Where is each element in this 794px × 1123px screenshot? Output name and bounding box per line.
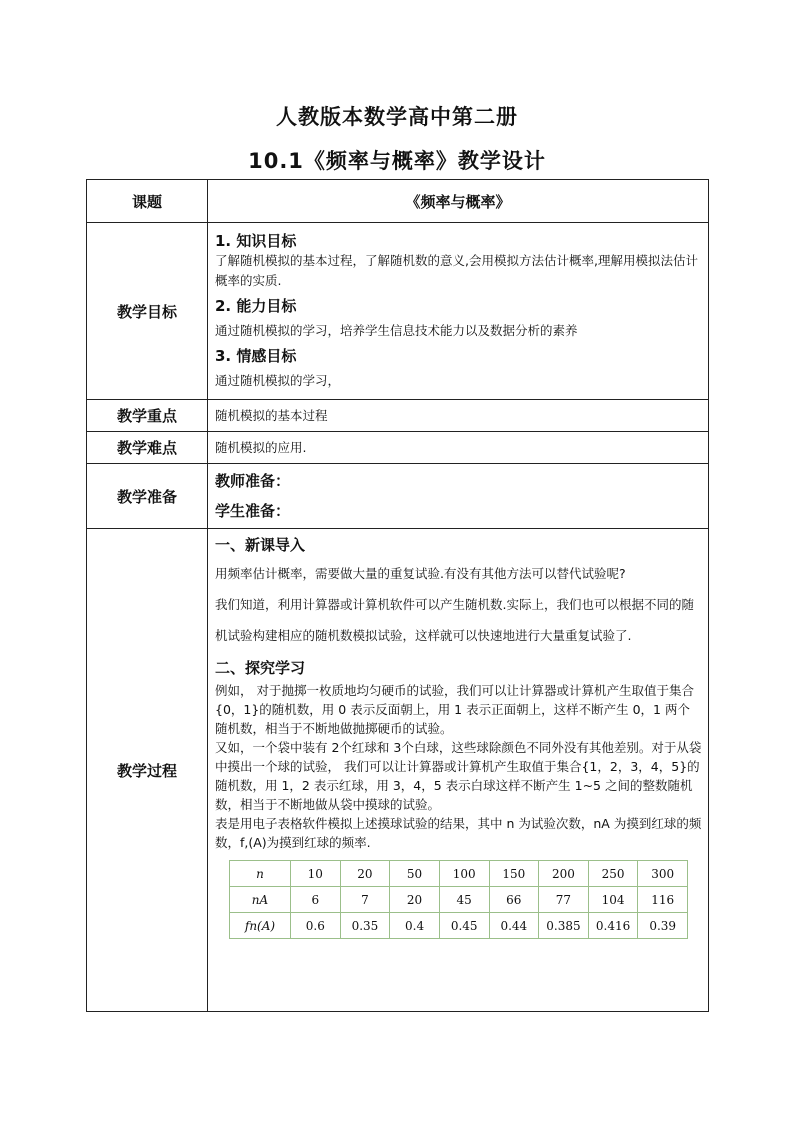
value-difficulty: 随机模拟的应用. xyxy=(208,432,709,464)
freq-cell: n xyxy=(230,861,291,887)
freq-cell: 0.35 xyxy=(340,913,390,939)
lesson-plan-table xyxy=(86,179,709,1012)
freq-cell: 45 xyxy=(439,887,489,913)
freq-cell: 200 xyxy=(539,861,589,887)
label-goals: 教学目标 xyxy=(87,223,208,400)
explore-paragraph-2: 又如，一个袋中装有 2个红球和 3个白球，这些球除颜色不同外没有其他差别。对于从袋中摸出一个球的试验， 我们可以让计算器或计算机产生取值于集合{1，2，3，4，5}的随机数，用 1，2 表示红球，用 3，4，5 表示白球这样不断产生 1~5 之间的整数随机数，相当于不断地做从袋中摸球的试验。 xyxy=(215,740,702,812)
row-topic xyxy=(87,180,709,223)
label-difficulty: 教学难点 xyxy=(87,432,208,464)
value-goals xyxy=(208,223,709,400)
freq-cell: 0.6 xyxy=(291,913,341,939)
freq-row-fn xyxy=(230,913,688,939)
row-process xyxy=(87,529,709,1012)
explore-paragraph-1: 例如， 对于抛掷一枚质地均匀硬币的试验，我们可以让计算器或计算机产生取值于集合{0，1}的随机数，用 0 表示反面朝上，用 1 表示正面朝上，这样不断产生 0，1 两个随机数，相当于不断地做抛掷硬币的试验。 xyxy=(215,683,694,736)
freq-cell: 77 xyxy=(539,887,589,913)
freq-cell: 150 xyxy=(489,861,539,887)
goal-heading-1: 1. 知识目标 xyxy=(215,232,297,250)
freq-row-n xyxy=(230,861,688,887)
document-subtitle: 10.1《频率与概率》教学设计 xyxy=(248,149,546,173)
freq-cell: 104 xyxy=(588,887,638,913)
section-explore-title: 二、探究学习 xyxy=(215,659,306,677)
row-key-point xyxy=(87,400,709,432)
student-prep: 学生准备： xyxy=(215,502,291,520)
freq-cell: 300 xyxy=(638,861,688,887)
explore-paragraph-3: 表是用电子表格软件模拟上述摸球试验的结果，其中 n 为试验次数，nA 为摸到红球的频数，f,(A)为摸到红球的频率. xyxy=(215,816,702,850)
freq-cell: 6 xyxy=(291,887,341,913)
freq-cell: 0.45 xyxy=(439,913,489,939)
value-process xyxy=(208,529,709,1012)
frequency-table xyxy=(229,860,688,939)
document-title: 人教版本数学高中第二册 xyxy=(276,105,518,129)
freq-cell: 250 xyxy=(588,861,638,887)
row-difficulty xyxy=(87,432,709,464)
goal-text-2: 通过随机模拟的学习，培养学生信息技术能力以及数据分析的素养 xyxy=(215,323,578,338)
freq-cell: 0.39 xyxy=(638,913,688,939)
label-process: 教学过程 xyxy=(87,529,208,1012)
goal-heading-3: 3. 情感目标 xyxy=(215,347,297,365)
freq-cell: 10 xyxy=(291,861,341,887)
value-preparation xyxy=(208,464,709,529)
freq-cell: 20 xyxy=(390,887,440,913)
intro-paragraph-2: 我们知道，利用计算器或计算机软件可以产生随机数.实际上，我们也可以根据不同的随机试验构建相应的随机数模拟试验，这样就可以快速地进行大量重复试验了. xyxy=(215,597,694,643)
freq-row-na xyxy=(230,887,688,913)
freq-cell: 0.385 xyxy=(539,913,589,939)
freq-cell: 7 xyxy=(340,887,390,913)
freq-cell: 50 xyxy=(390,861,440,887)
goal-heading-2: 2. 能力目标 xyxy=(215,297,297,315)
goal-text-3: 通过随机模拟的学习， xyxy=(215,373,341,388)
section-intro-title: 一、新课导入 xyxy=(215,536,306,554)
intro-paragraph-1: 用频率估计概率，需要做大量的重复试验.有没有其他方法可以替代试验呢? xyxy=(215,566,626,581)
label-key-point: 教学重点 xyxy=(87,400,208,432)
freq-cell: 116 xyxy=(638,887,688,913)
row-goals xyxy=(87,223,709,400)
goal-text-1: 了解随机模拟的基本过程，了解随机数的意义,会用模拟方法估计概率,理解用模拟法估计概率的实质. xyxy=(215,253,698,288)
label-topic: 课题 xyxy=(87,180,208,223)
freq-cell: 66 xyxy=(489,887,539,913)
freq-cell: 0.4 xyxy=(390,913,440,939)
freq-cell: 20 xyxy=(340,861,390,887)
row-preparation xyxy=(87,464,709,529)
value-topic: 《频率与概率》 xyxy=(208,180,709,223)
freq-cell: 0.416 xyxy=(588,913,638,939)
label-preparation: 教学准备 xyxy=(87,464,208,529)
freq-cell: nA xyxy=(230,887,291,913)
freq-cell: 100 xyxy=(439,861,489,887)
value-key-point: 随机模拟的基本过程 xyxy=(208,400,709,432)
freq-cell: fn(A) xyxy=(230,913,291,939)
teacher-prep: 教师准备： xyxy=(215,472,291,490)
freq-cell: 0.44 xyxy=(489,913,539,939)
